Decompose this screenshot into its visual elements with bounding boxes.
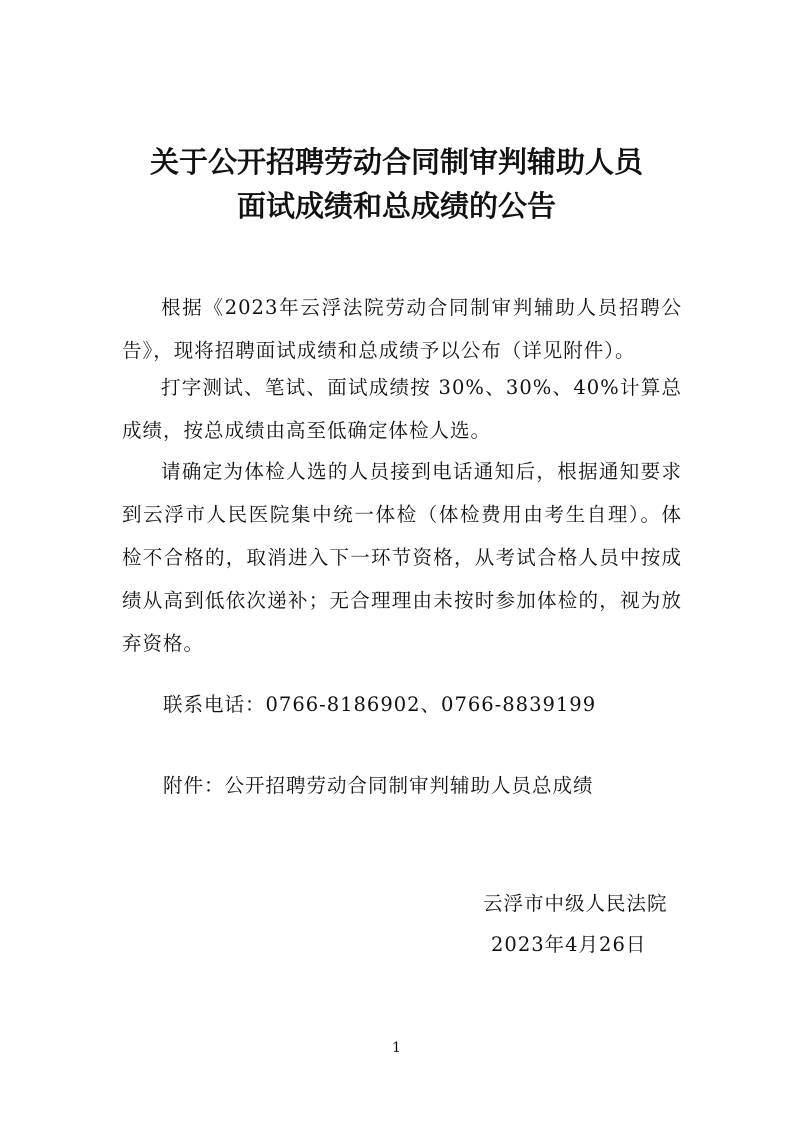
document-title-line-2: 面试成绩和总成绩的公告 — [236, 189, 556, 223]
body-paragraph-2 — [122, 366, 682, 452]
body-paragraph-1 — [122, 286, 682, 372]
paragraph-text: 请确定为体检人选的人员接到电话通知后，根据通知要求到云浮市人民医院集中统一体检（体检费用由考生自理）。体检不合格的，取消进入下一环节资格，从考试合格人员中按成绩从高到低依次递补；无合理理由未按时参加体检的，视为放弃资格。 — [122, 460, 682, 655]
paragraph-text: 打字测试、笔试、面试成绩按 30%、30%、40%计算总成绩，按总成绩由高至低确定体检人选。 — [122, 376, 682, 442]
signature-date: 2023年4月26日 — [491, 933, 647, 956]
attachment-note: 附件：公开招聘劳动合同制审判辅助人员总成绩 — [163, 774, 594, 797]
contact-phone: 联系电话：0766-8186902、0766-8839199 — [163, 693, 597, 716]
document-title-line-1: 关于公开招聘劳动合同制审判辅助人员 — [149, 145, 643, 179]
page-number: 1 — [392, 1040, 401, 1056]
signature-organization: 云浮市中级人民法院 — [483, 892, 668, 915]
paragraph-text: 根据《2023年云浮法院劳动合同制审判辅助人员招聘公告》，现将招聘面试成绩和总成绩予以公布（详见附件）。 — [122, 296, 682, 362]
body-paragraph-3 — [122, 450, 682, 665]
